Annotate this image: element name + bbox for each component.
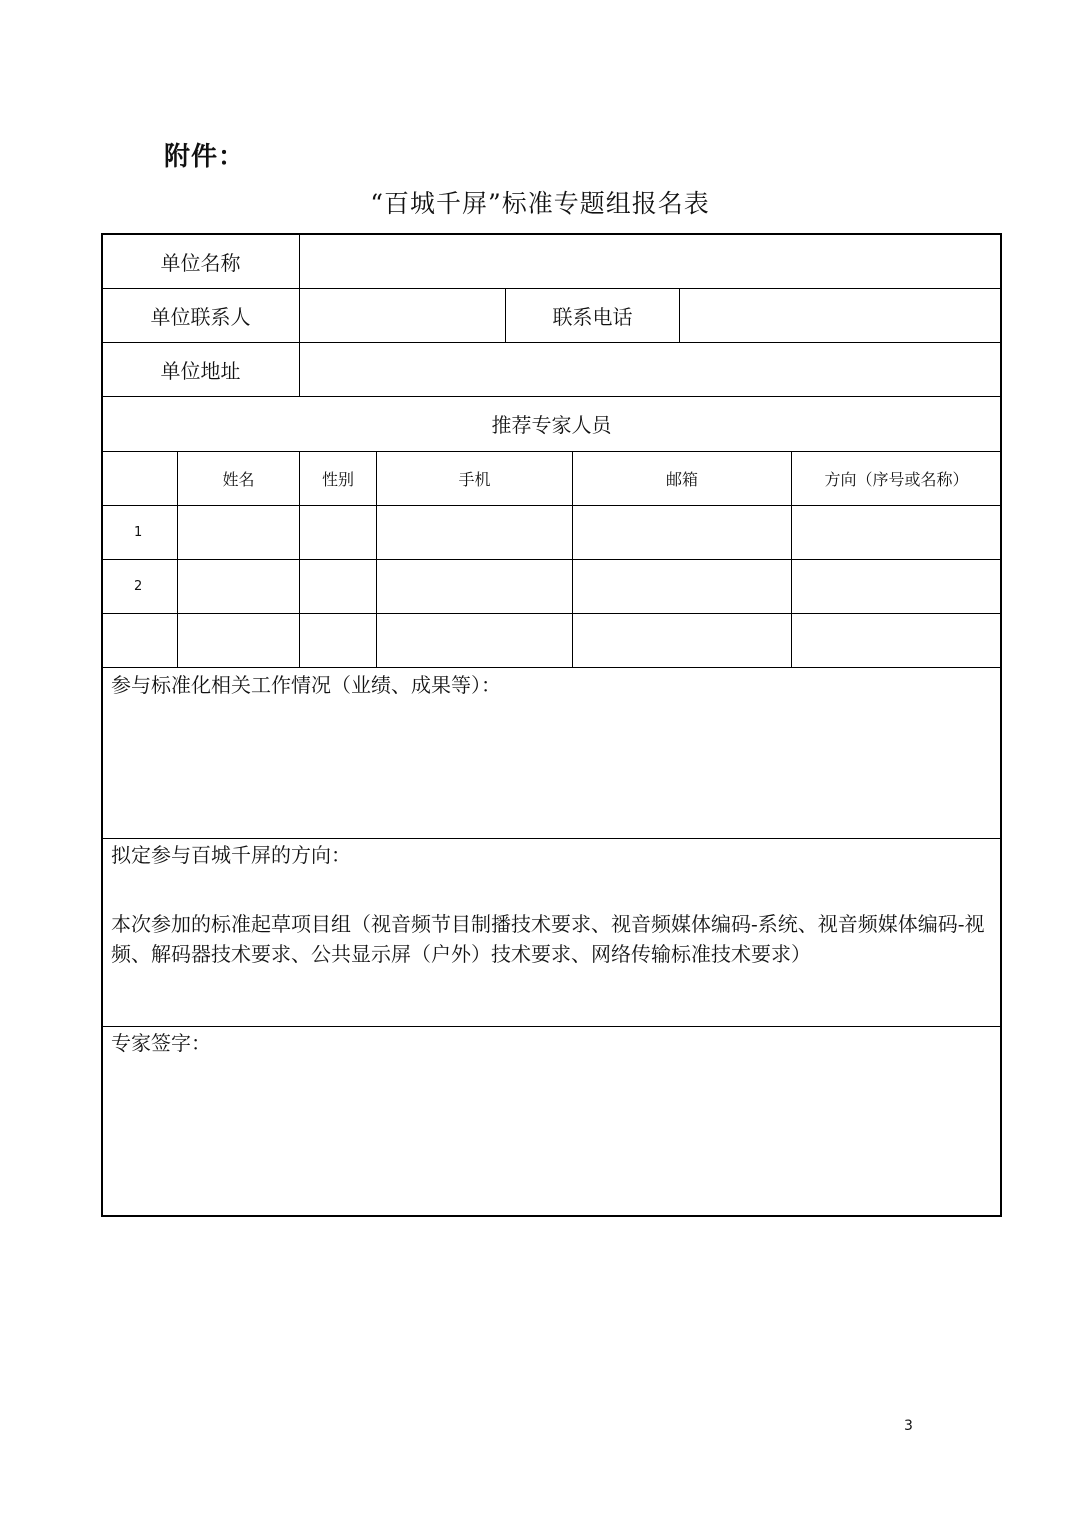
row-number: 1	[134, 524, 143, 540]
row-divider	[102, 559, 1001, 560]
column-header-mobile: 手机	[458, 469, 491, 489]
form-title: “百城千屏”标准专题组报名表	[370, 189, 710, 218]
unit-address-label: 单位地址	[160, 358, 241, 383]
unit-address-field[interactable]	[301, 342, 1001, 396]
attachment-label: 附件：	[164, 142, 246, 172]
direction-description: 本次参加的标准起草项目组（视音频节目制播技术要求、视音频媒体编码-系统、视音频媒体编码-视频、解码器技术要求、公共显示屏（户外）技术要求、网络传输标准技术要求）	[111, 912, 985, 966]
contact-phone-label: 联系电话	[552, 304, 633, 329]
column-header-direction: 方向（序号或名称）	[824, 469, 969, 489]
signature-label: 专家签字：	[111, 1031, 211, 1055]
unit-contact-label: 单位联系人	[150, 304, 251, 329]
row-divider	[102, 613, 1001, 614]
column-divider	[299, 234, 300, 396]
unit-contact-field[interactable]	[301, 288, 505, 342]
column-header-email: 邮箱	[665, 469, 698, 489]
unit-name-field[interactable]	[301, 234, 1001, 288]
row-divider	[102, 1026, 1001, 1027]
contact-phone-field[interactable]	[681, 288, 1001, 342]
experts-section-title: 推荐专家人员	[491, 413, 612, 437]
column-header-name: 姓名	[222, 469, 255, 489]
row-divider	[102, 667, 1001, 668]
work-history-label: 参与标准化相关工作情况（业绩、成果等）：	[111, 673, 501, 697]
page-number: 3	[904, 1418, 913, 1434]
column-header-gender: 性别	[321, 469, 354, 489]
unit-name-label: 单位名称	[160, 250, 241, 275]
row-divider	[102, 505, 1001, 506]
row-divider	[102, 838, 1001, 839]
direction-label: 拟定参与百城千屏的方向：	[111, 843, 351, 867]
row-number: 2	[134, 578, 143, 594]
column-divider	[679, 288, 680, 342]
